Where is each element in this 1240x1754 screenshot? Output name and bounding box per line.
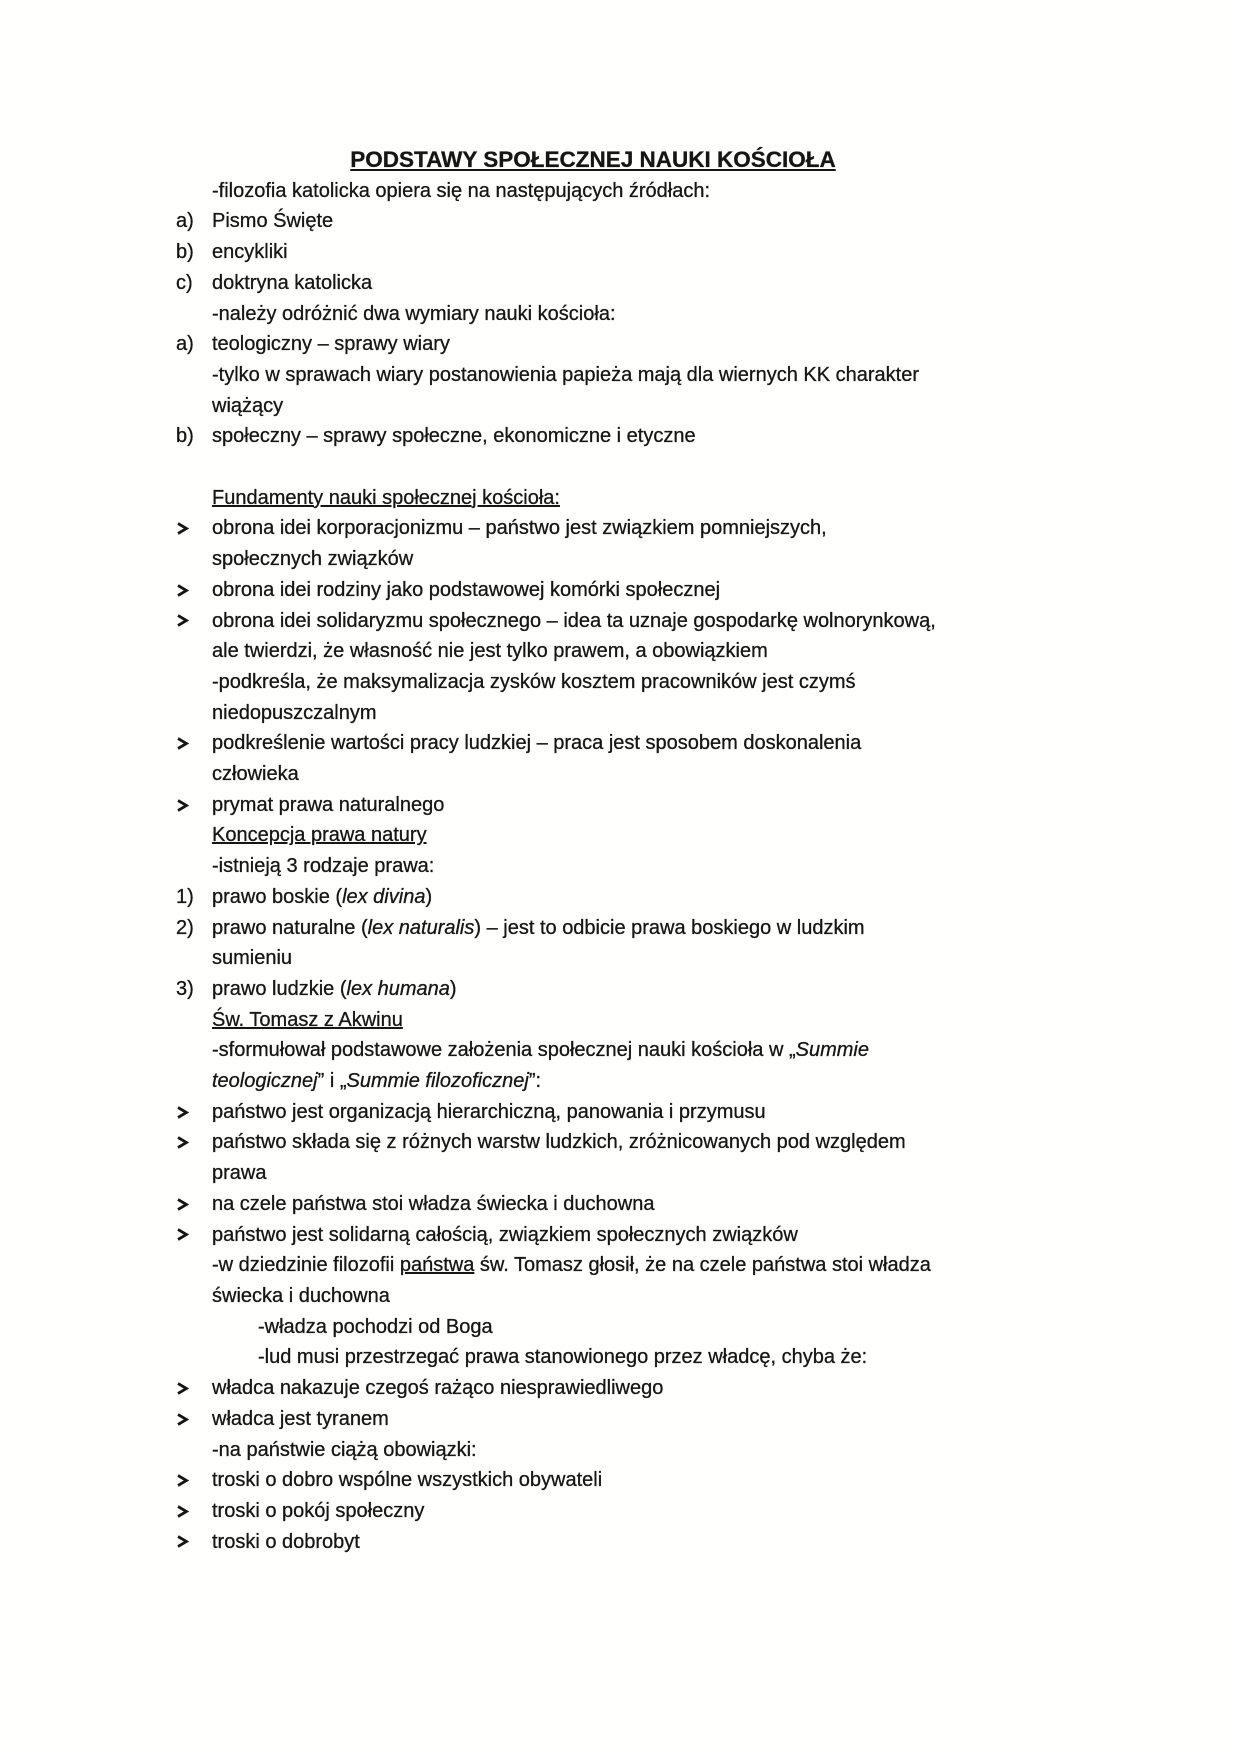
document-line <box>176 421 1090 452</box>
document-line <box>176 1373 1090 1404</box>
line-text: encykliki <box>212 241 288 264</box>
line-text: niedopuszczalnym <box>212 701 377 724</box>
document-line <box>176 360 1090 391</box>
document-line <box>176 1250 1090 1281</box>
line-text: -władza pochodzi od Boga <box>258 1315 493 1338</box>
document-line <box>176 513 1090 544</box>
line-text: prymat prawa naturalnego <box>212 793 445 816</box>
document-line <box>176 1435 1090 1466</box>
list-marker <box>176 1435 212 1466</box>
list-marker: 1) <box>176 885 194 908</box>
line-text: obrona idei korporacjonizmu – państwo jest związkiem pomniejszych, <box>212 517 827 540</box>
list-marker <box>176 698 212 729</box>
document-line <box>176 1281 1090 1312</box>
line-text: troski o dobrobyt <box>212 1530 360 1553</box>
line-text: doktryna katolicka <box>212 271 373 294</box>
document-line <box>176 1066 1090 1097</box>
document-line <box>176 1005 1090 1036</box>
list-marker <box>176 360 212 391</box>
arrow-bullet-icon <box>176 575 212 606</box>
document-line <box>176 913 1090 944</box>
document-line <box>176 1496 1090 1527</box>
document-line <box>176 790 1090 821</box>
list-marker <box>176 544 212 575</box>
document-body <box>176 176 1090 1558</box>
list-marker: b) <box>176 425 194 448</box>
line-text: władca nakazuje czegoś rażąco niesprawiedliwego <box>212 1377 664 1400</box>
arrow-bullet-icon <box>176 1527 212 1558</box>
line-text: -na państwie ciążą obowiązki: <box>212 1438 477 1461</box>
arrow-bullet-icon <box>176 1097 212 1128</box>
line-text: -filozofia katolicka opiera się na następujących źródłach: <box>212 179 711 202</box>
arrow-bullet-icon <box>176 1220 212 1251</box>
list-marker <box>176 759 212 790</box>
line-text: prawo ludzkie (lex humana) <box>212 977 457 1000</box>
document-line <box>176 299 1090 330</box>
list-marker: b) <box>176 241 194 264</box>
document-line <box>176 698 1090 729</box>
line-text: władca jest tyranem <box>212 1407 389 1430</box>
line-text: społeczny – sprawy społeczne, ekonomiczne i etyczne <box>212 425 696 448</box>
list-marker: 2) <box>176 916 194 939</box>
document-line <box>176 667 1090 698</box>
list-marker <box>176 1281 212 1312</box>
line-text: państwo składa się z różnych warstw ludzkich, zróżnicowanych pod względem <box>212 1131 906 1154</box>
document-line <box>176 391 1090 422</box>
list-marker: 3) <box>176 977 194 1000</box>
line-text: człowieka <box>212 763 299 786</box>
document-line <box>176 1035 1090 1066</box>
list-marker <box>176 636 212 667</box>
document-line <box>176 1158 1090 1189</box>
document-line <box>176 268 1090 299</box>
document-line <box>176 483 1090 514</box>
arrow-bullet-icon <box>176 1465 212 1496</box>
arrow-bullet-icon <box>176 1189 212 1220</box>
line-text: podkreślenie wartości pracy ludzkiej – praca jest sposobem doskonalenia <box>212 732 862 755</box>
document-line <box>176 1312 1090 1343</box>
document-line <box>176 636 1090 667</box>
document-line <box>176 1527 1090 1558</box>
document-line <box>176 1097 1090 1128</box>
line-text: państwo jest solidarną całością, związkiem społecznych związków <box>212 1223 798 1246</box>
document-line <box>176 544 1090 575</box>
list-marker <box>176 1035 212 1066</box>
document-line <box>176 943 1090 974</box>
line-text: społecznych związków <box>212 548 414 571</box>
line-text: -podkreśla, że maksymalizacja zysków kosztem pracowników jest czymś <box>212 670 856 693</box>
line-text: ale twierdzi, że własność nie jest tylko prawem, a obowiązkiem <box>212 640 768 663</box>
arrow-bullet-icon <box>176 728 212 759</box>
arrow-bullet-icon <box>176 790 212 821</box>
list-marker <box>176 483 212 514</box>
document-line <box>176 1127 1090 1158</box>
list-marker <box>176 1158 212 1189</box>
line-text: prawo boskie (lex divina) <box>212 885 433 908</box>
document-line <box>176 575 1090 606</box>
document-line <box>176 728 1090 759</box>
arrow-bullet-icon <box>176 606 212 637</box>
line-text: Fundamenty nauki społecznej kościoła: <box>212 486 560 509</box>
document-line <box>176 1189 1090 1220</box>
list-marker <box>176 176 212 207</box>
list-marker <box>176 299 212 330</box>
arrow-bullet-icon <box>176 1127 212 1158</box>
document-line <box>176 820 1090 851</box>
line-text: -tylko w sprawach wiary postanowienia papieża mają dla wiernych KK charakter <box>212 363 919 386</box>
list-marker <box>176 1312 212 1343</box>
line-text: teologicznej” i „Summie filozoficznej”: <box>212 1070 542 1093</box>
list-marker <box>176 1250 212 1281</box>
line-text: -sformułował podstawowe założenia społecznej nauki kościoła w „Summie <box>212 1039 869 1062</box>
arrow-bullet-icon <box>176 1373 212 1404</box>
line-text: -w dziedzinie filozofii państwa św. Tomasz głosił, że na czele państwa stoi władza <box>212 1254 931 1277</box>
line-text: Koncepcja prawa natury <box>212 824 427 847</box>
list-marker: c) <box>176 271 193 294</box>
line-text: prawa <box>212 1162 267 1185</box>
line-text: Św. Tomasz z Akwinu <box>212 1008 403 1031</box>
list-marker <box>176 1066 212 1097</box>
list-marker <box>176 943 212 974</box>
arrow-bullet-icon <box>176 1496 212 1527</box>
document-line <box>176 206 1090 237</box>
document-line <box>176 1404 1090 1435</box>
line-text: świecka i duchowna <box>212 1285 390 1307</box>
list-marker: a) <box>176 210 194 233</box>
document-line <box>176 329 1090 360</box>
line-text: państwo jest organizacją hierarchiczną, panowania i przymusu <box>212 1100 766 1123</box>
line-text: troski o pokój społeczny <box>212 1499 425 1522</box>
list-marker <box>176 851 212 882</box>
list-marker <box>176 820 212 851</box>
document-line <box>176 1465 1090 1496</box>
line-text: troski o dobro wspólne wszystkich obywateli <box>212 1469 603 1492</box>
list-marker <box>176 1342 212 1373</box>
document-title: PODSTAWY SPOŁECZNEJ NAUKI KOŚCIOŁA <box>350 147 836 172</box>
arrow-bullet-icon <box>176 513 212 544</box>
line-text: sumieniu <box>212 947 293 970</box>
line-text: wiążący <box>212 394 284 417</box>
document-line <box>176 974 1090 1005</box>
list-marker <box>176 667 212 698</box>
document-line <box>176 851 1090 882</box>
document-line <box>176 606 1090 637</box>
document-line <box>176 1220 1090 1251</box>
document-line <box>176 452 1090 483</box>
line-text: Pismo Święte <box>212 210 334 233</box>
line-text: obrona idei solidaryzmu społecznego – idea ta uznaje gospodarkę wolnorynkową, <box>212 609 936 632</box>
document-line <box>176 759 1090 790</box>
line-text: -należy odróżnić dwa wymiary nauki kościoła: <box>212 302 616 325</box>
document-line <box>176 1342 1090 1373</box>
list-marker <box>176 1005 212 1036</box>
line-text: obrona idei rodziny jako podstawowej komórki społecznej <box>212 578 721 601</box>
list-marker <box>176 391 212 422</box>
document-line <box>176 882 1090 913</box>
document-line <box>176 237 1090 268</box>
list-marker: a) <box>176 333 194 356</box>
line-text: na czele państwa stoi władza świecka i duchowna <box>212 1192 655 1215</box>
line-text: -lud musi przestrzegać prawa stanowionego przez władcę, chyba że: <box>258 1346 868 1369</box>
arrow-bullet-icon <box>176 1404 212 1435</box>
line-text: teologiczny – sprawy wiary <box>212 333 450 356</box>
line-text: prawo naturalne (lex naturalis) – jest to odbicie prawa boskiego w ludzkim <box>212 916 865 939</box>
line-text: -istnieją 3 rodzaje prawa: <box>212 855 435 878</box>
document-line <box>176 176 1090 207</box>
